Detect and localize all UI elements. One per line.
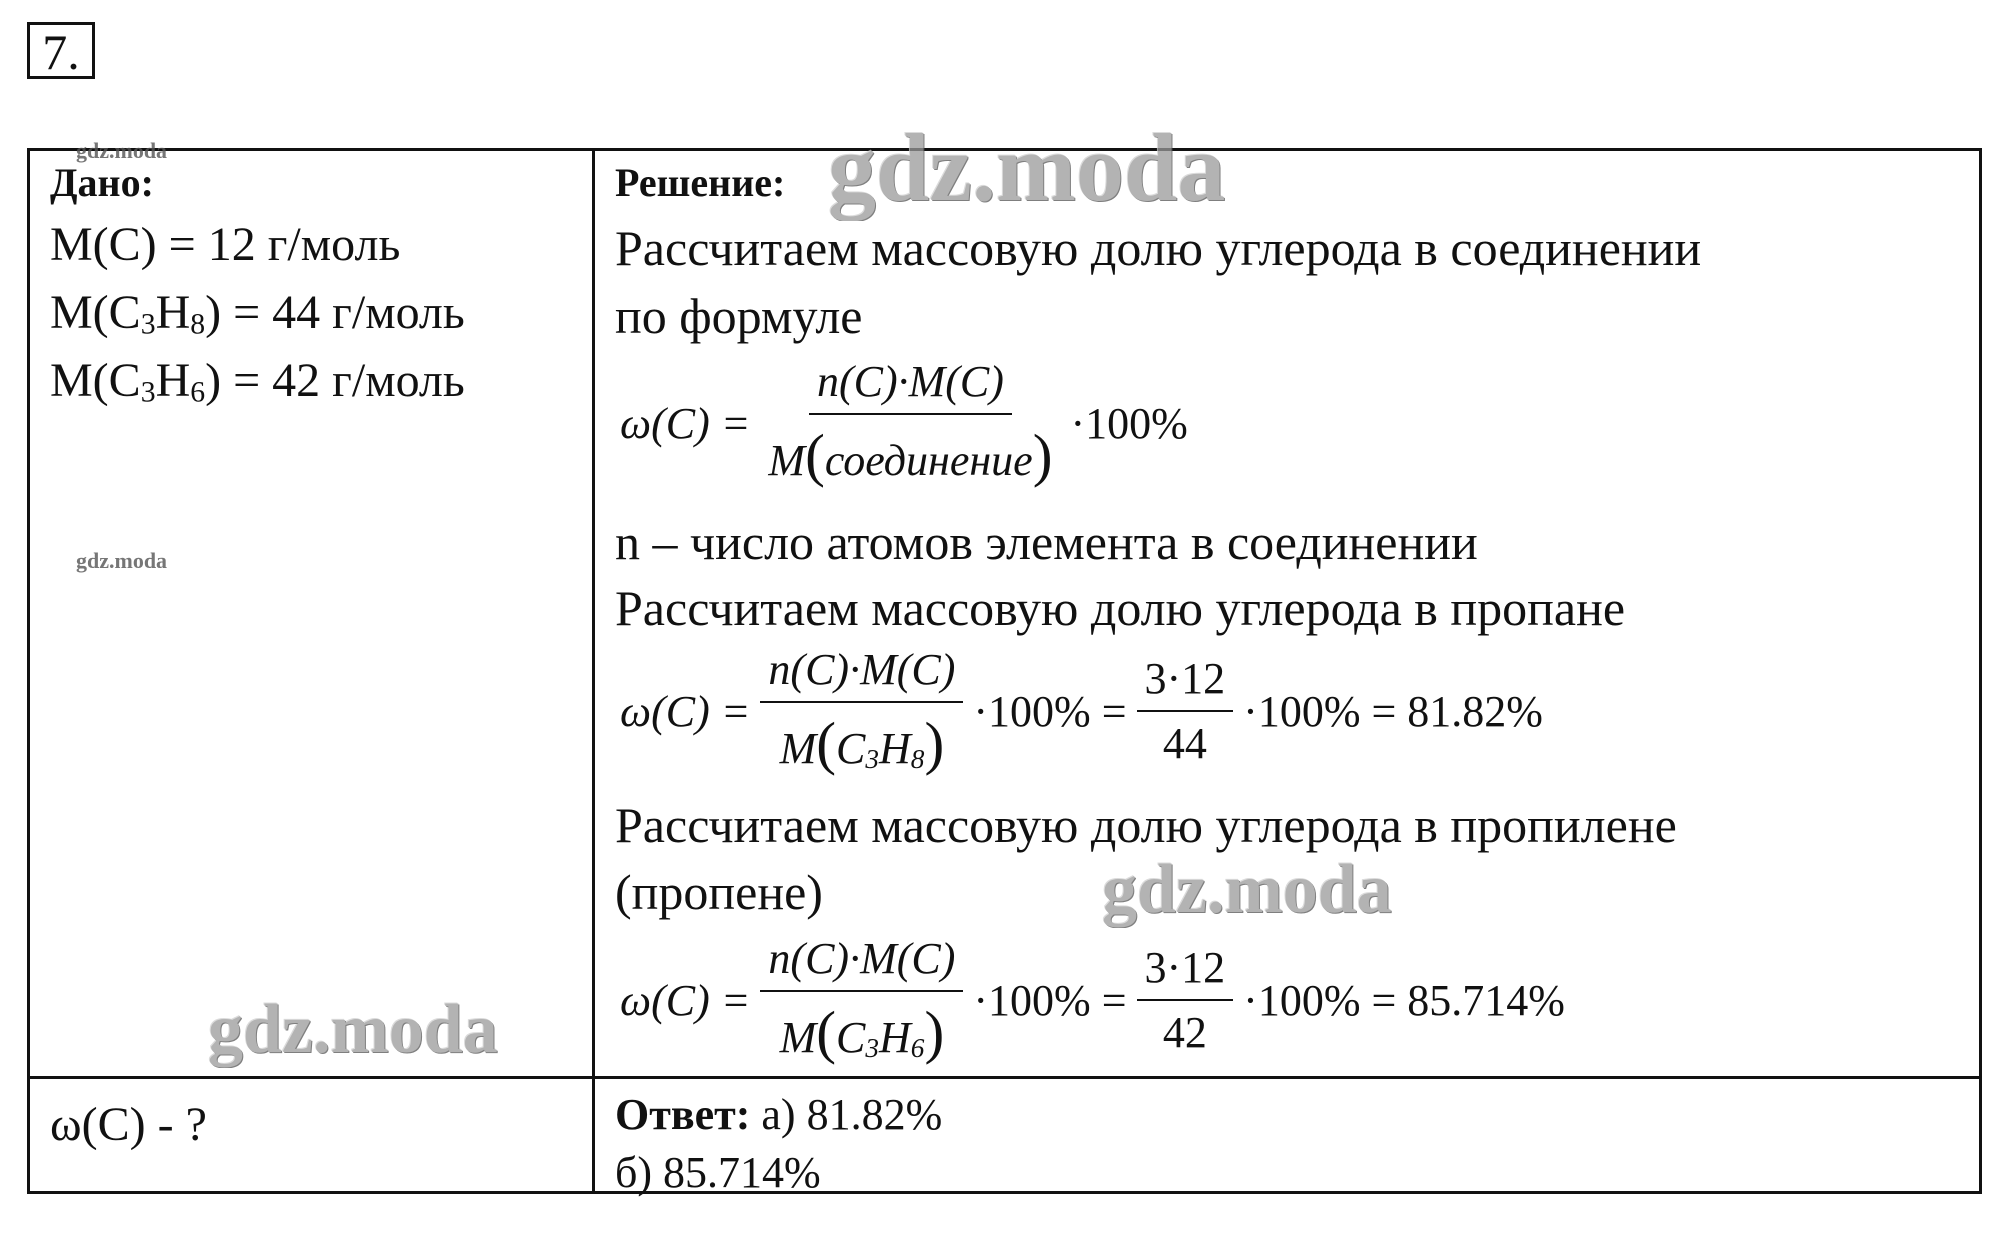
solution-paragraph-1-line-2: по формуле [615, 288, 863, 344]
solution-paragraph-3-line-1: Рассчитаем массовую долю углерода в пропилене [615, 797, 1677, 853]
row-divider [30, 1076, 1979, 1079]
watermark-small-top: gdz.moda [76, 138, 168, 163]
formula-propene-numeric-fraction: $\frac{3\cdot 12}{42}$ [1137, 942, 1234, 1058]
answer-line-a: Ответ: а) 81.82% [615, 1090, 943, 1139]
given-molar-mass-carbon: M(C) = 12 г/моль [50, 218, 401, 271]
watermark-top: gdz.moda [828, 114, 1226, 221]
solution-paragraph-3-line-2: (пропене) [615, 864, 823, 920]
formula-propene-fraction: $\frac{n(C)\cdot M(C)}{M(C_3H_6)}$ [760, 933, 963, 1067]
solution-note: n – число атомов элемента в соединении [615, 514, 1478, 570]
given-heading: Дано: [50, 160, 154, 205]
solution-paragraph-1-line-1: Рассчитаем массовую долю углерода в соединении [615, 220, 1702, 276]
given-molar-mass-propane: $M(C_3H_8) = 44$ г/моль [50, 286, 465, 341]
watermark-small-middle: gdz.moda [76, 548, 168, 573]
formula-general: ω(C) = $\frac{n(C)\cdot M(C)}{\text{M(соединение)}}$ ·100% [620, 357, 1188, 488]
watermark-bottom-left: gdz.moda [208, 991, 498, 1068]
watermark-middle: gdz.moda [1102, 851, 1392, 928]
find-text: ω(C) - ? [50, 1098, 207, 1151]
answer-label: Ответ: [615, 1090, 751, 1139]
formula-propane: ω(C) = $\frac{n(C)\cdot M(C)}{M(C_3H_8)}$ ·100% = $\frac{3\cdot 12}{44}$ ·100% = 81.82% [620, 645, 1543, 776]
solution-paragraph-2: Рассчитаем массовую долю углерода в пропане [615, 580, 1626, 636]
formula-general-fraction: $\frac{n(C)\cdot M(C)}{\text{M(соединение)}}$ [768, 357, 1053, 488]
column-divider [592, 151, 595, 1191]
formula-propane-numeric-fraction: $\frac{3\cdot 12}{44}$ [1137, 653, 1234, 769]
formula-propane-fraction: $\frac{n(C)\cdot M(C)}{M(C_3H_8)}$ [760, 644, 963, 778]
answer-line-b: б) 85.714% [615, 1148, 821, 1197]
given-molar-mass-propene: $M(C_3H_6) = 42$ г/моль [50, 354, 465, 409]
formula-propene: ω(C) = $\frac{n(C)\cdot M(C)}{M(C_3H_6)}$ ·100% = $\frac{3\cdot 12}{42}$ ·100% = 85.714% [620, 934, 1565, 1065]
solution-heading: Решение: [615, 160, 786, 205]
problem-number: 7. [27, 22, 95, 79]
